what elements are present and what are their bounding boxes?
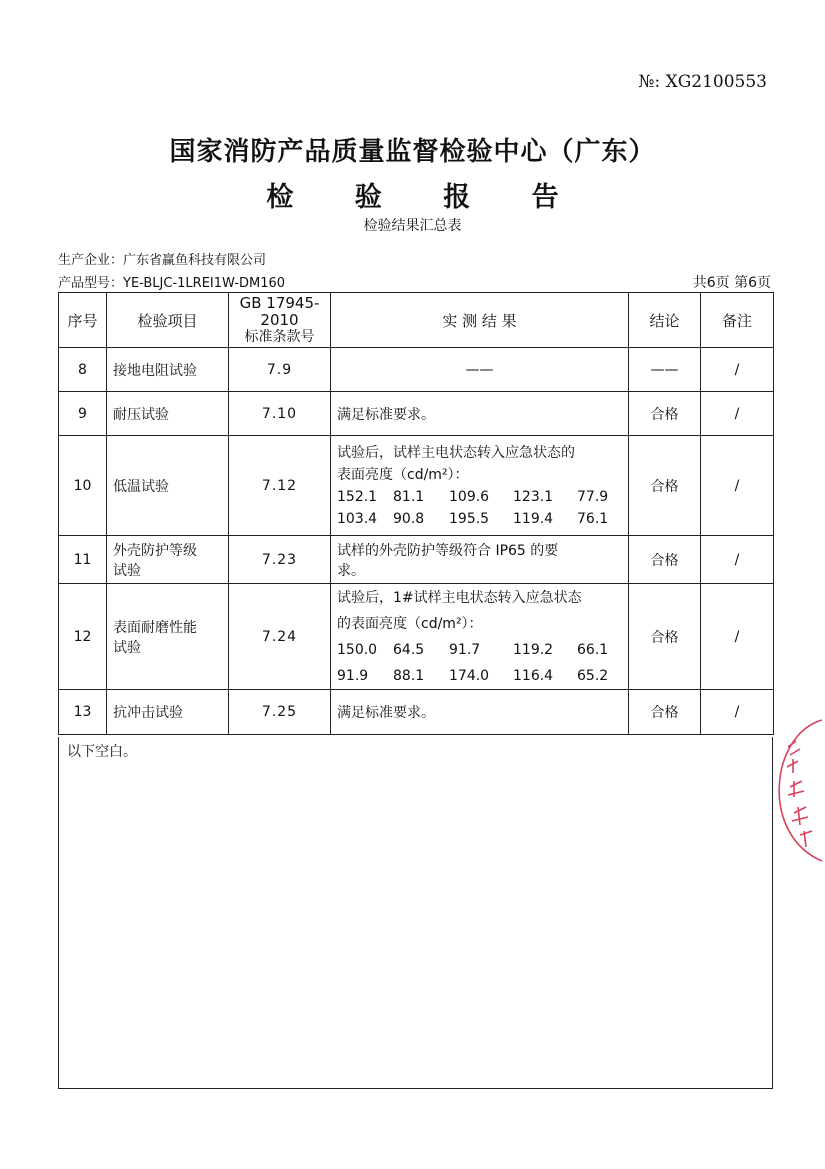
header-item: 检验项目: [107, 293, 229, 348]
seal-mark: [792, 807, 808, 825]
luminance-value: 150.0: [337, 641, 378, 658]
row-result: [331, 536, 629, 584]
luminance-value: 119.4: [513, 510, 554, 527]
table-row: [59, 584, 774, 690]
row-conclusion: 合格: [629, 584, 701, 690]
row-result: 满足标准要求。: [331, 690, 629, 735]
item-line: 试验: [113, 562, 141, 579]
seal-mark: [800, 831, 812, 847]
report-title: 检 验 报 告: [266, 182, 585, 213]
manufacturer: 生产企业：广东省赢鱼科技有限公司: [58, 253, 267, 268]
luminance-value: 77.9: [577, 488, 609, 505]
row-seq: 11: [59, 536, 107, 584]
row-result: [331, 436, 629, 536]
row-remark: /: [701, 690, 774, 735]
luminance-value: 76.1: [577, 510, 609, 527]
luminance-value: 109.6: [449, 488, 490, 505]
luminance-value: 65.2: [577, 667, 609, 684]
row-seq: 13: [59, 690, 107, 735]
header-seq: 序号: [59, 293, 107, 348]
item-line: 外壳防护等级: [113, 542, 197, 559]
result-line: 求。: [337, 562, 365, 579]
luminance-value: 91.7: [449, 641, 481, 658]
row-conclusion: 合格: [629, 536, 701, 584]
seal-mark: [787, 741, 800, 773]
row-conclusion: ——: [629, 348, 701, 392]
luminance-value: 64.5: [393, 641, 425, 658]
seal-ring: [779, 720, 822, 861]
seal-mark: [788, 781, 804, 797]
row-item: 耐压试验: [107, 392, 229, 436]
row-item: 低温试验: [107, 436, 229, 536]
row-remark: /: [701, 392, 774, 436]
row-remark: /: [701, 536, 774, 584]
center-title: 国家消防产品质量监督检验中心（广东）: [169, 137, 656, 167]
table-row: [59, 436, 774, 536]
header-result: 实 测 结 果: [331, 293, 629, 348]
header-conclusion: 结论: [629, 293, 701, 348]
luminance-value: 174.0: [449, 667, 490, 684]
header-remark: 备注: [701, 293, 774, 348]
item-line: 表面耐磨性能: [113, 619, 197, 636]
luminance-value: 91.9: [337, 667, 369, 684]
luminance-value: 119.2: [513, 641, 554, 658]
row-remark: /: [701, 348, 774, 392]
table-row: [59, 690, 774, 735]
luminance-values-row: [337, 637, 622, 663]
result-line: 的表面亮度（cd/m²）：: [337, 615, 483, 632]
row-seq: 12: [59, 584, 107, 690]
result-line: 表面亮度（cd/m²）：: [337, 466, 469, 483]
row-item: 接地电阻试验: [107, 348, 229, 392]
luminance-value: 88.1: [393, 667, 425, 684]
result-line: 试样的外壳防护等级符合 IP65 的要: [337, 542, 559, 559]
row-seq: 8: [59, 348, 107, 392]
summary-title: 检验结果汇总表: [363, 218, 462, 234]
luminance-value: 123.1: [513, 488, 554, 505]
row-item: 抗冲击试验: [107, 690, 229, 735]
row-clause: 7.25: [229, 690, 331, 735]
row-result: ——: [331, 348, 629, 392]
result-line: 试验后，1#试样主电状态转入应急状态: [337, 589, 582, 606]
row-item: [107, 584, 229, 690]
blank-note: 以下空白。: [67, 744, 137, 760]
row-clause: 7.12: [229, 436, 331, 536]
results-table: [58, 292, 774, 735]
product-model: 产品型号：YE-BLJC-1LREⅠ1W-DM160: [58, 276, 286, 291]
table-row: [59, 536, 774, 584]
blank-area: [58, 737, 773, 1089]
page-count: 共6页 第6页: [692, 275, 771, 291]
row-clause: 7.10: [229, 392, 331, 436]
row-conclusion: 合格: [629, 392, 701, 436]
luminance-value: 116.4: [513, 667, 554, 684]
luminance-values-row: [337, 508, 622, 530]
row-clause: 7.24: [229, 584, 331, 690]
luminance-value: 103.4: [337, 510, 378, 527]
header-standard-line1: GB 17945-2010: [239, 293, 320, 329]
row-remark: /: [701, 436, 774, 536]
row-clause: 7.9: [229, 348, 331, 392]
report-number: №: XG2100553: [638, 72, 767, 92]
luminance-value: 90.8: [393, 510, 425, 527]
luminance-value: 195.5: [449, 510, 490, 527]
row-conclusion: 合格: [629, 436, 701, 536]
luminance-value: 66.1: [577, 641, 609, 658]
luminance-value: 81.1: [393, 488, 425, 505]
table-header-row: [59, 293, 774, 348]
row-item: [107, 536, 229, 584]
row-result: [331, 584, 629, 690]
row-seq: 10: [59, 436, 107, 536]
luminance-values-row: [337, 663, 622, 689]
header-standard-line2: 标准条款号: [244, 328, 315, 345]
luminance-value: 152.1: [337, 488, 378, 505]
item-line: 试验: [113, 639, 141, 656]
row-seq: 9: [59, 392, 107, 436]
table-row: [59, 348, 774, 392]
row-clause: 7.23: [229, 536, 331, 584]
row-remark: /: [701, 584, 774, 690]
official-seal-stamp: [760, 715, 825, 865]
luminance-values-row: [337, 486, 622, 508]
row-result: 满足标准要求。: [331, 392, 629, 436]
header-standard-clause: [229, 293, 331, 348]
result-line: 试验后，试样主电状态转入应急状态的: [337, 444, 575, 461]
table-row: [59, 392, 774, 436]
row-conclusion: 合格: [629, 690, 701, 735]
